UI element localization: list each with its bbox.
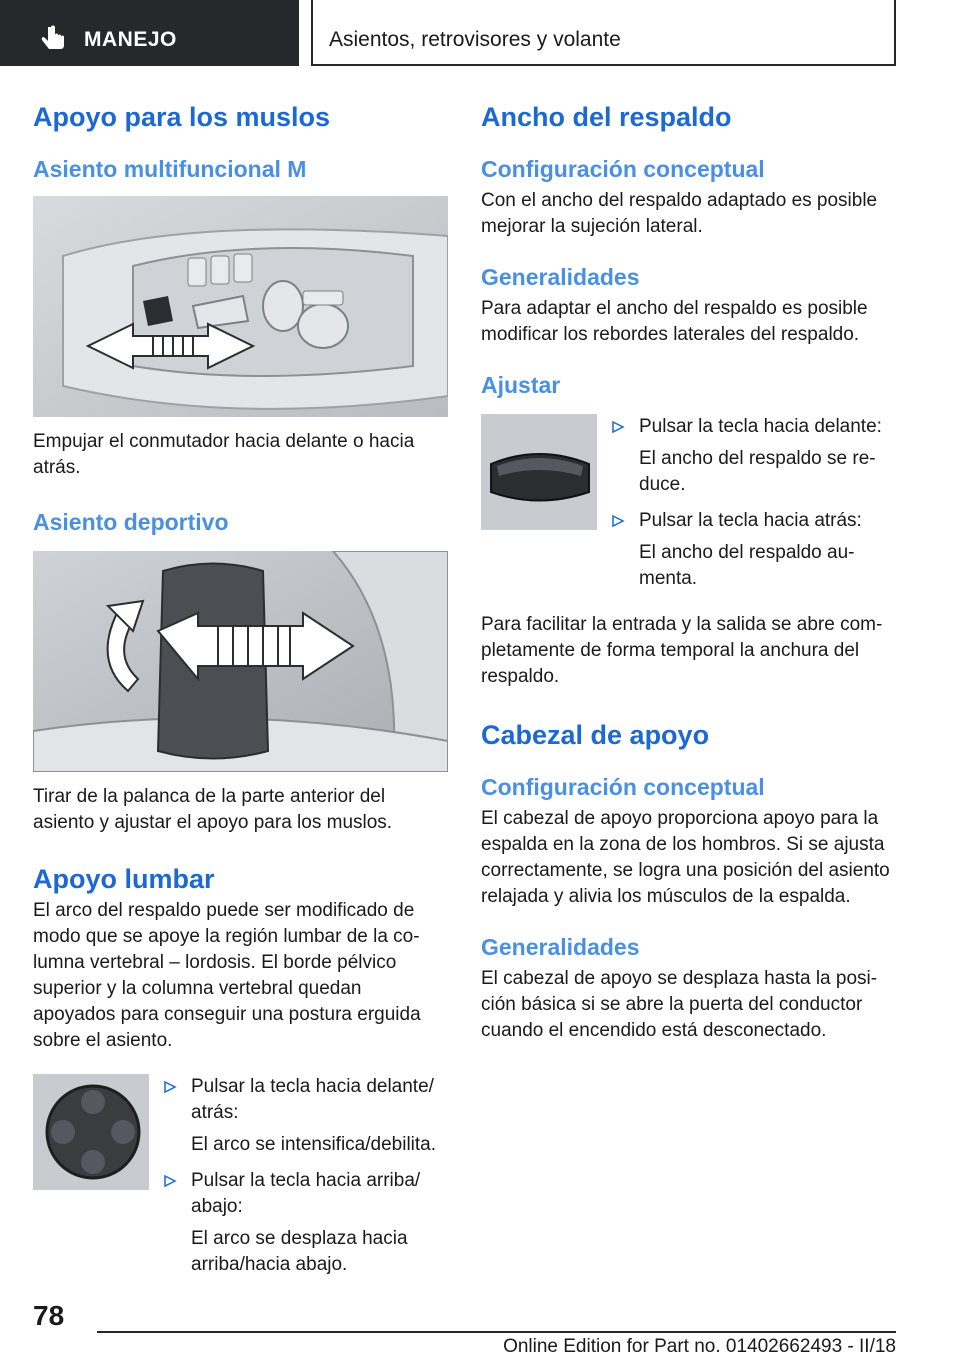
concept-headrest-text: El cabezal de apoyo proporciona apoyo para la espalda en la zona de los hombros. Si se ajusta correctamente, se logra una posición del asiento relajada y alivia los músculos de la espalda. [481,808,890,907]
bullet-action: Pulsar la tecla hacia atrás: [639,510,862,531]
heading-concept-headrest: Configuración conceptual [481,774,765,800]
heading-general-backrest: Generalidades [481,264,640,290]
lumbar-bullet-list [163,1074,448,1288]
bullet-action: Pulsar la tecla hacia arriba/ abajo: [191,1170,421,1217]
multifunction-seat-instruction: Empujar el conmutador hacia delante o hacia atrás. [33,431,415,478]
triangle-bullet-icon [611,420,625,434]
heading-sport-seat: Asiento deportivo [33,509,229,535]
heading-multifunction-seat: Asiento multifuncional M [33,156,307,182]
triangle-bullet-icon [163,1174,177,1188]
bullet-action: Pulsar la tecla hacia delante: [639,416,882,437]
entry-exit-note: Para facilitar la entrada y la salida se abre completamente de forma temporal la anchura del respaldo. [481,614,883,687]
heading-adjust: Ajustar [481,372,561,398]
left-column [33,100,448,1288]
lumbar-description: El arco del respaldo puede ser modificado de modo que se apoye la región lumbar de la columna vertebral – lordosis. El borde pélvico superior y la columna vertebral quedan apoyados para conseguir una postura erguida sobre el asiento. [33,900,421,1051]
header-chapter-tab [311,0,896,66]
footer-edition: Online Edition for Part no. 01402662493 - II/18 [503,1336,896,1357]
header-section-label: MANEJO [84,28,177,51]
bullet-result: El arco se intensifica/debilita. [191,1134,437,1155]
footer-divider [97,1331,896,1333]
heading-headrest: Cabezal de apoyo [481,720,710,750]
heading-backrest-width: Ancho del respaldo [481,102,732,132]
lumbar-switch-thumbnail [33,1074,149,1190]
list-item [611,508,896,592]
general-backrest-text: Para adaptar el ancho del respaldo es posible modificar los rebordes laterales del respaldo. [481,298,868,345]
hand-pointer-icon [38,24,68,54]
lumbar-instructions [33,1074,448,1288]
heading-general-headrest: Generalidades [481,934,640,960]
list-item [163,1168,448,1278]
backrest-width-switch-thumbnail [481,414,597,530]
list-item [163,1074,448,1158]
multifunction-seat-switch-illustration [33,196,448,417]
page-number: 78 [33,1300,65,1331]
backrest-width-instructions [481,414,896,602]
bullet-result: El ancho del respaldo aumenta. [639,542,855,589]
sport-seat-lever-illustration [33,551,448,772]
bullet-result: El arco se desplaza hacia arriba/hacia abajo. [191,1228,408,1275]
concept-backrest-text: Con el ancho del respaldo adaptado es posible mejorar la sujeción lateral. [481,190,878,237]
bullet-action: Pulsar la tecla hacia delante/ atrás: [191,1076,434,1123]
backrest-bullet-list [611,414,896,602]
general-headrest-text: El cabezal de apoyo se desplaza hasta la posición básica si se abre la puerta del conductor cuando el encendido está desconectado. [481,968,878,1041]
list-item [611,414,896,498]
heading-concept-backrest: Configuración conceptual [481,156,765,182]
sport-seat-instruction: Tirar de la palanca de la parte anterior del asiento y ajustar el apoyo para los muslos. [33,786,393,833]
triangle-bullet-icon [611,514,625,528]
heading-thigh-support: Apoyo para los muslos [33,102,331,132]
triangle-bullet-icon [163,1080,177,1094]
right-column [481,100,896,1044]
bullet-result: El ancho del respaldo se reduce. [639,448,876,495]
heading-lumbar-support: Apoyo lumbar [33,864,215,894]
header-section-tab [0,0,299,66]
header-chapter-label: Asientos, retrovisores y volante [329,28,621,51]
